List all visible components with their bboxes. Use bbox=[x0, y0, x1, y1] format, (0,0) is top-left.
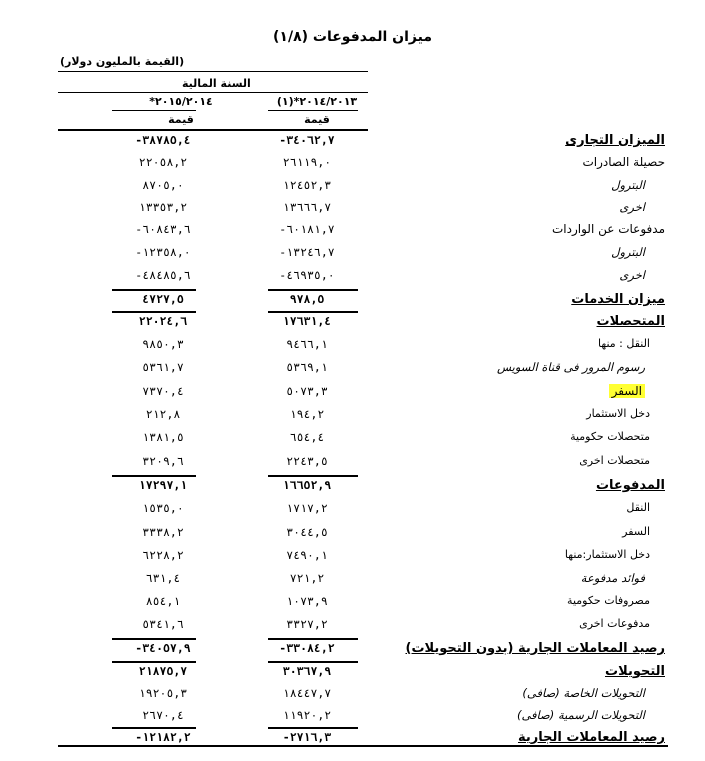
value-2014: ٣٠٣٦٧,٩ bbox=[282, 664, 332, 678]
table-row bbox=[0, 430, 705, 452]
row-label: حصيلة الصادرات bbox=[582, 155, 665, 169]
value-2015: ٢١٢,٨ bbox=[145, 407, 181, 421]
value-2015: ٤٧٢٧,٥ bbox=[142, 292, 184, 306]
value-2015: ١٥٣٥,٠ bbox=[142, 501, 184, 515]
value-2014-top-rule bbox=[268, 661, 358, 663]
value-2015: ١٣٣٥٣,٢ bbox=[138, 200, 188, 214]
row-label: متحصلات حكومية bbox=[570, 430, 650, 443]
value-2014: ٥٠٧٣,٣ bbox=[286, 384, 328, 398]
table-bottom-rule bbox=[58, 745, 668, 747]
row-label: المدفوعات bbox=[595, 478, 665, 493]
value-2015: ٨٥٤,١ bbox=[145, 594, 181, 608]
row-label: النقل : منها bbox=[598, 337, 650, 350]
value-2015-top-rule bbox=[112, 638, 196, 640]
table-row bbox=[0, 594, 705, 616]
value-2015: -٣٤٠٥٧,٩ bbox=[135, 641, 191, 655]
value-2014: ١٩٤,٢ bbox=[289, 407, 325, 421]
col-2015-sub: قيمة bbox=[168, 113, 194, 126]
row-label: رصيد المعاملات الجارية bbox=[517, 730, 665, 745]
value-2015: ٢١٨٧٥,٧ bbox=[138, 664, 188, 678]
value-2015: ٢٢٠٢٤,٦ bbox=[138, 314, 188, 328]
value-2014: -٣٤٠٦٢,٧ bbox=[279, 133, 335, 147]
value-2014: ٩٤٦٦,١ bbox=[286, 337, 328, 351]
fiscal-year-label: السنة المالية bbox=[182, 77, 251, 90]
value-2015-top-rule bbox=[112, 289, 196, 291]
value-2014-top-rule bbox=[268, 475, 358, 477]
table-row bbox=[0, 245, 705, 267]
row-label: مدفوعات عن الواردات bbox=[552, 222, 665, 236]
value-2015-top-rule bbox=[112, 661, 196, 663]
row-label: التحويلات bbox=[605, 664, 665, 679]
row-label: البترول bbox=[611, 178, 645, 192]
table-row bbox=[0, 133, 705, 155]
value-2015: ٣٣٣٨,٢ bbox=[142, 525, 184, 539]
value-2014: ١٨٤٤٧,٧ bbox=[282, 686, 332, 700]
col-2015-year-rule bbox=[112, 110, 196, 111]
value-2014-top-rule bbox=[268, 289, 358, 291]
col-2014-sub: قيمة bbox=[304, 113, 330, 126]
value-2014: ١٦٦٥٢,٩ bbox=[282, 478, 332, 492]
value-2014: -٣٣٠٨٤,٢ bbox=[279, 641, 335, 655]
header-mid-rule bbox=[58, 92, 368, 93]
value-2015: ١٣٨١,٥ bbox=[142, 430, 184, 444]
row-label: دخل الاستثمار:منها bbox=[564, 548, 650, 561]
row-label: متحصلات اخرى bbox=[579, 454, 650, 467]
value-2014: ٧٢١,٢ bbox=[289, 571, 325, 585]
value-2014: ٣٠٤٤,٥ bbox=[286, 525, 328, 539]
table-row bbox=[0, 360, 705, 382]
table-row bbox=[0, 730, 705, 752]
value-2015: ٩٨٥٠,٣ bbox=[142, 337, 184, 351]
row-label: اخرى bbox=[619, 200, 645, 214]
row-label: التحويلات الخاصة (صافى) bbox=[522, 686, 645, 700]
value-2015: ٦٣١,٤ bbox=[145, 571, 181, 585]
row-label: التحويلات الرسمية (صافى) bbox=[516, 708, 645, 722]
row-label: فوائد مدفوعة bbox=[580, 571, 645, 585]
row-label: الميزان التجارى bbox=[565, 133, 665, 148]
row-label: ميزان الخدمات bbox=[571, 292, 665, 307]
table-row bbox=[0, 501, 705, 523]
row-label: السفر bbox=[609, 384, 645, 398]
value-2015: ٦٢٢٨,٢ bbox=[142, 548, 184, 562]
header-bottom-rule bbox=[58, 129, 368, 131]
table-row bbox=[0, 664, 705, 686]
table-row bbox=[0, 407, 705, 429]
value-2015: ١٧٢٩٧,١ bbox=[138, 478, 188, 492]
value-2014: ١٠٧٣,٩ bbox=[286, 594, 328, 608]
row-label: البترول bbox=[611, 245, 645, 259]
row-label: المتحصلات bbox=[596, 314, 665, 329]
value-2014: ٩٧٨,٥ bbox=[289, 292, 325, 306]
value-2014-top-rule bbox=[268, 727, 358, 729]
row-label: اخرى bbox=[619, 268, 645, 282]
value-2015: -٣٨٧٨٥,٤ bbox=[135, 133, 191, 147]
value-2014: ١٢٤٥٢,٣ bbox=[282, 178, 332, 192]
col-2014-year: (١)*٢٠١٤/٢٠١٣ bbox=[276, 95, 358, 108]
value-2014-top-rule bbox=[268, 638, 358, 640]
row-label: دخل الاستثمار bbox=[586, 407, 650, 420]
table-row bbox=[0, 155, 705, 177]
row-label: السفر bbox=[622, 525, 650, 538]
value-2014: -١٣٢٤٦,٧ bbox=[279, 245, 335, 259]
table-row bbox=[0, 268, 705, 290]
value-2015: ٨٧٠٥,٠ bbox=[142, 178, 184, 192]
unit-note: (القيمة بالمليون دولار) bbox=[60, 55, 185, 68]
table-row bbox=[0, 200, 705, 222]
row-label: مدفوعات اخرى bbox=[579, 617, 650, 630]
value-2015: -١٢١٨٢,٢ bbox=[135, 730, 191, 744]
row-label: رسوم المرور فى قناة السويس bbox=[496, 360, 645, 374]
value-2014: ١١٩٢٠,٢ bbox=[282, 708, 332, 722]
value-2014: -٦٠١٨١,٧ bbox=[279, 222, 335, 236]
table-row bbox=[0, 314, 705, 336]
value-2015: ١٩٢٠٥,٣ bbox=[138, 686, 188, 700]
value-2015-top-rule bbox=[112, 311, 196, 313]
value-2015: ٧٣٧٠,٤ bbox=[142, 384, 184, 398]
header-top-rule bbox=[58, 71, 368, 72]
value-2015: ٣٢٠٩,٦ bbox=[142, 454, 184, 468]
value-2015: ٢٢٠٥٨,٢ bbox=[138, 155, 188, 169]
value-2015: ٥٣٤١,٦ bbox=[142, 617, 184, 631]
table-row bbox=[0, 686, 705, 708]
table-row bbox=[0, 454, 705, 476]
table-row bbox=[0, 337, 705, 359]
table-row bbox=[0, 478, 705, 500]
value-2015-top-rule bbox=[112, 475, 196, 477]
value-2014: ٥٣٦٩,١ bbox=[286, 360, 328, 374]
row-label: النقل bbox=[626, 501, 650, 514]
value-2015-top-rule bbox=[112, 727, 196, 729]
value-2014: ٢٢٤٣,٥ bbox=[286, 454, 328, 468]
value-2015: -٦٠٨٤٣,٦ bbox=[135, 222, 191, 236]
page-title: (١/٨) ميزان المدفوعات bbox=[273, 29, 432, 45]
value-2014: ٢٦١١٩,٠ bbox=[282, 155, 332, 169]
value-2014: -٢٧١٦,٣ bbox=[282, 730, 332, 744]
value-2014: ٣٣٢٧,٢ bbox=[286, 617, 328, 631]
value-2015: -١٢٣٥٨,٠ bbox=[135, 245, 191, 259]
table-row bbox=[0, 384, 705, 406]
col-2015-year: *٢٠١٥/٢٠١٤ bbox=[149, 95, 213, 108]
value-2014: ١٧٦٣١,٤ bbox=[282, 314, 332, 328]
value-2014: ٦٥٤,٤ bbox=[289, 430, 325, 444]
value-2015: ٥٣٦١,٧ bbox=[142, 360, 184, 374]
table-row bbox=[0, 548, 705, 570]
value-2014-top-rule bbox=[268, 311, 358, 313]
table-row bbox=[0, 222, 705, 244]
col-2014-year-rule bbox=[268, 110, 358, 111]
value-2015: -٤٨٤٨٥,٦ bbox=[135, 268, 191, 282]
table-row bbox=[0, 617, 705, 639]
value-2014: ١٣٦٦٦,٧ bbox=[282, 200, 332, 214]
table-row bbox=[0, 178, 705, 200]
value-2014: ٧٤٩٠,١ bbox=[286, 548, 328, 562]
value-2014: -٤٦٩٣٥,٠ bbox=[279, 268, 335, 282]
row-label: مصروفات حكومية bbox=[567, 594, 650, 607]
table-row bbox=[0, 525, 705, 547]
table-row bbox=[0, 571, 705, 593]
row-label: رصيد المعاملات الجارية (بدون التحويلات) bbox=[405, 641, 665, 656]
value-2015: ٢٦٧٠,٤ bbox=[142, 708, 184, 722]
table-row bbox=[0, 641, 705, 663]
value-2014: ١٧١٧,٢ bbox=[286, 501, 328, 515]
